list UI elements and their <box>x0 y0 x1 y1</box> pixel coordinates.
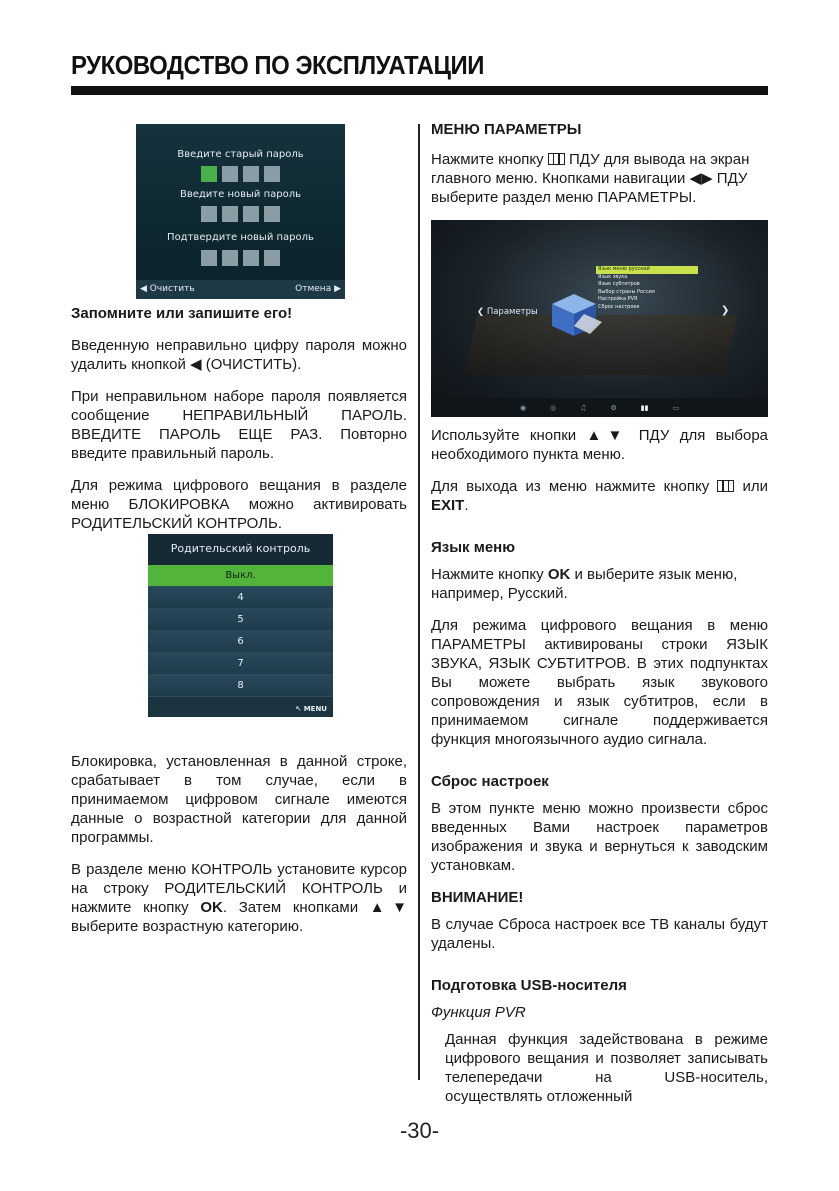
menu-item[interactable]: Язык меню русский <box>596 266 698 274</box>
title-rule <box>71 86 768 95</box>
menu-item[interactable]: Выбор страны Россия <box>598 288 655 295</box>
page-number: -30- <box>399 1118 440 1143</box>
paragraph: Для выхода из меню нажмите кнопку или EXIT. <box>431 478 768 514</box>
paragraph: Нажмите кнопку OK и выберите язык меню, например, Русский. <box>431 566 738 602</box>
paragraph: Данная функция задействована в режиме цифрового вещания и позволяет записывать телепередачи на USB-носитель, осуществлять отложенный <box>445 1031 768 1105</box>
paragraph: В случае Сброса настроек все ТВ каналы будут удалены. <box>431 916 768 952</box>
parental-control-screen <box>148 534 333 717</box>
params-icon[interactable]: ▮▮ <box>640 403 649 412</box>
menu-key-icon <box>717 480 734 492</box>
pvr-subtitle: Функция PVR <box>431 1004 526 1021</box>
menu-item[interactable]: Язык звука <box>598 273 628 280</box>
lang-heading: Язык меню <box>431 539 516 556</box>
cancel-button[interactable]: Отмена ▶ <box>295 284 341 294</box>
paragraph: В разделе меню КОНТРОЛЬ установите курсор на строку РОДИТЕЛЬСКИЙ КОНТРОЛЬ и нажмите кнопку OK. Затем кнопками ▲▼ выберите возрастную категорию. <box>71 861 407 935</box>
menu-prev-arrow[interactable]: ❮ Параметры <box>477 307 538 317</box>
old-password-label: Введите старый пароль <box>177 149 304 160</box>
paragraph: Для режима цифрового вещания в меню ПАРАМЕТРЫ активированы строки ЯЗЫК ЗВУКА, ЯЗЫК СУБТИТРОВ. В этих подпунктах Вы можете выбрать язык звукового сопровождения и язык субтитров, если в принимаемом сигнале поддерживается функция многоязычного аудио сигнала. <box>431 617 768 748</box>
reset-heading: Сброс настроек <box>431 773 549 790</box>
page-title: РУКОВОДСТВО ПО ЭКСПЛУАТАЦИИ <box>71 50 484 80</box>
parental-option[interactable]: 5 <box>148 609 333 631</box>
lock-icon[interactable]: ▭ <box>672 403 680 412</box>
channel-icon[interactable]: ◎ <box>550 403 557 412</box>
parental-option[interactable]: 4 <box>148 587 333 609</box>
parental-title: Родительский контроль <box>148 534 333 565</box>
settings-cube-icon <box>544 290 604 340</box>
picture-icon[interactable]: ◉ <box>519 403 527 412</box>
settings-icon[interactable]: ⚙ <box>610 403 617 412</box>
menu-item[interactable]: Сброс настроек <box>598 303 640 310</box>
paragraph: Введенную неправильно цифру пароля можно удалить кнопкой ◀ (ОЧИСТИТЬ). <box>71 337 407 373</box>
warning-heading: ВНИМАНИЕ! <box>431 889 524 906</box>
return-icon: ↖ <box>295 705 302 713</box>
settings-menu-screen <box>431 220 768 417</box>
menu-key-icon <box>548 153 565 165</box>
paragraph: Блокировка, установленная в данной строке, срабатывает в том случае, если в принимаемом цифровом сигнале имеются данные о возрастной категории для данной программы. <box>71 753 407 846</box>
remember-heading: Запомните или запишите его! <box>71 305 293 322</box>
clear-button[interactable]: ◀ Очистить <box>140 284 195 294</box>
new-password-label: Введите новый пароль <box>179 189 301 200</box>
menu-item[interactable]: Язык субтитров <box>598 281 640 287</box>
paragraph: Нажмите кнопку ПДУ для вывода на экран главного меню. Кнопками навигации ◀▶ ПДУ выберите раздел меню ПАРАМЕТРЫ. <box>431 151 750 206</box>
menu-item[interactable]: Настройка PVR <box>598 296 638 302</box>
paragraph: При неправильном наборе пароля появляется сообщение НЕПРАВИЛЬНЫЙ ПАРОЛЬ. ВВЕДИТЕ ПАРОЛЬ ЕЩЕ РАЗ. Повторно введите правильный пароль. <box>71 388 407 462</box>
parental-option[interactable]: 6 <box>148 631 333 653</box>
menu-bottom-bar <box>431 398 768 417</box>
column-divider <box>418 124 420 1080</box>
menu-next-arrow[interactable]: ❯ <box>721 305 730 316</box>
settings-heading: МЕНЮ ПАРАМЕТРЫ <box>431 121 582 138</box>
parental-option[interactable]: Выкл. <box>148 565 333 587</box>
paragraph: В этом пункте меню можно произвести сброс введенных Вами настроек параметров изображения и звука и вернуться к заводским установкам. <box>431 800 768 874</box>
usb-heading: Подготовка USB-носителя <box>431 977 627 994</box>
sound-icon[interactable]: ♫ <box>580 403 587 412</box>
menu-footer[interactable]: ↖ MENU <box>295 705 327 713</box>
paragraph: Используйте кнопки ▲▼ ПДУ для выбора необходимого пункта меню. <box>431 427 768 463</box>
settings-menu-list <box>596 266 698 311</box>
paragraph: Для режима цифрового вещания в разделе меню БЛОКИРОВКА можно активировать РОДИТЕЛЬСКИЙ КОНТРОЛЬ. <box>71 477 407 532</box>
parental-option[interactable]: 7 <box>148 653 333 675</box>
parental-option[interactable]: 8 <box>148 675 333 697</box>
confirm-password-label: Подтвердите новый пароль <box>167 232 314 243</box>
